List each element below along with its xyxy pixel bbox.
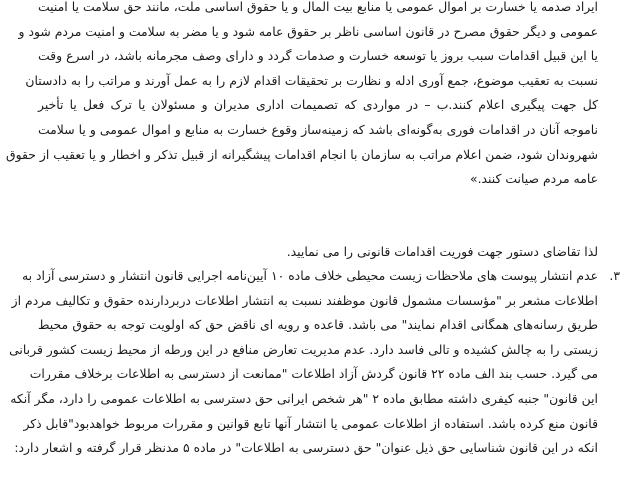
- text-line: شهروندان شود، ضمن اعلام مراتب به سازمان با انجام اقدامات پیشگیرانه از قبیل تذکر و اخطار و یا تعقیب از حقوق: [6, 146, 598, 162]
- text-line: عامه مردم صیانت کنند.»: [470, 171, 598, 187]
- text-line: طریق رسانه‌های همگانی اقدام نمایند" می باشد. قاعده و رویه ای ناقض حق که اولویت توجه به حقوق محیط: [38, 317, 598, 333]
- text-line: عدم انتشار پیوست های ملاحظات زیست محیطی خلاف ماده ۱۰ آیین‌نامه اجرایی قانون انتشار و دسترسی آزاد به: [21, 268, 598, 283]
- text-line: قانون منع کرده باشد. استفاده از اطلاعات عمومی یا انتشار آنها تابع قوانین و مقررات مربوط خواهدبود"قابل ذکر: [23, 415, 598, 431]
- list-item-number: ۳.: [609, 268, 620, 283]
- text-line: انکه در این قانون شناسایی حق ذیل عنوان" حق دسترسی به اطلاعات" در ماده ۵ مدنظر قرار گرفته و اشعار دارد:: [14, 440, 598, 456]
- text-line: یا این قبیل اقدامات سبب بروز یا توسعه خسارت و صدمات گردد و دارای وصف مجرمانه باشد، در اسرع وقت: [38, 48, 598, 64]
- request-statement: لذا تقاضای دستور جهت فوریت اقدامات قانونی را می نمایید.: [286, 244, 598, 259]
- text-line: ناموجه آنان در اقدامات فوری به‌گونه‌ای باشد که زمینه‌ساز وقوع خسارت به منابع و اموال عمومی و یا سلامت: [38, 121, 598, 137]
- text-line: عمومی و دیگر حقوق مصرح در قانون اساسی ناظر بر حقوق عامه شود و یا مضر به سلامت و امنیت مردم شود و: [18, 23, 598, 39]
- text-line: کل جهت پیگیری اعلام کنند.ب – در مواردی که تصمیمات اداری مدیران و مسئولان یا ترک فعل یا تأخیر: [38, 97, 598, 113]
- paragraph-continued: [6, 0, 598, 192]
- text-line: زیستی را به چالش کشیده و تالی فاسد دارد. عدم مدیریت تعارض منافع در این ورطه از محیط زیست کشور قربانی: [9, 341, 598, 357]
- text-line: اطلاعات مشعر بر "مؤسسات مشمول قانون موظفند نسبت به انتشار اطلاعات دربردارنده حقوق و تکالیف مردم از: [11, 292, 598, 308]
- text-line: این قانون" جنبه کیفری داشته مطابق ماده ۲ "هر شخص ایرانی حق دسترسی به اطلاعات عمومی را دارد، مگر آنکه: [10, 390, 598, 406]
- text-line: ایراد صدمه یا خسارت بر اموال عمومی یا منابع بیت المال و یا حقوق اساسی ملت، مانند حق سلامت یا امنیت: [38, 0, 598, 14]
- text-line: می گیرد. حسب بند الف ماده ۲۲ قانون گردش آزاد اطلاعات "ممانعت از دسترسی به اطلاعات برخلاف مقررات: [29, 366, 598, 382]
- text-line: نسبت به تعقیب موضوع، جمع آوری ادله و نظارت بر تحقیقات اقدام لازم را به عمل آورند و مراتب را به دادستان: [25, 72, 598, 88]
- list-item-3: [9, 264, 598, 461]
